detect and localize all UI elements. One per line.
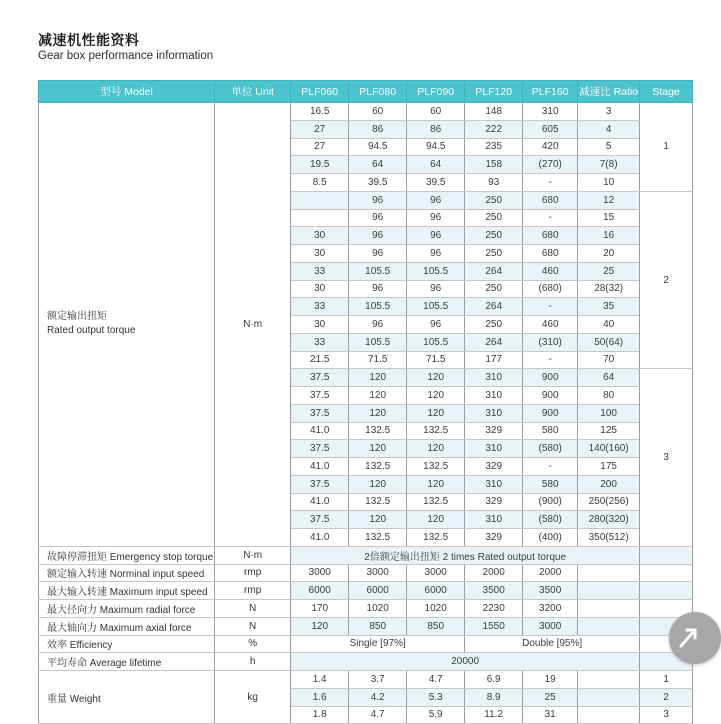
spec-label: 最大轴向力 Maximum axial force: [39, 617, 215, 635]
torque-value-cell: 33: [291, 298, 349, 316]
efficiency-double-cell: Double [95%]: [465, 635, 640, 653]
spec-row: [39, 582, 693, 600]
torque-value-cell: 5: [578, 138, 640, 156]
torque-value-cell: 132.5: [349, 458, 407, 476]
torque-value-cell: 580: [523, 475, 578, 493]
torque-label: [39, 103, 215, 547]
spec-value-cell: 1550: [465, 617, 523, 635]
page-subtitle: Gear box performance information: [38, 50, 214, 62]
torque-value-cell: 460: [523, 262, 578, 280]
torque-label-zh: 额定输出扭矩: [47, 311, 107, 323]
torque-value-cell: 680: [523, 245, 578, 263]
torque-value-cell: 235: [465, 138, 523, 156]
spec-value-cell: 3000: [407, 564, 465, 582]
spec-value-cell: 6000: [407, 582, 465, 600]
weight-value-cell: 5.3: [407, 688, 465, 706]
torque-value-cell: (310): [523, 333, 578, 351]
weight-stage-cell: 1: [640, 671, 693, 689]
torque-value-cell: 96: [407, 316, 465, 334]
spec-unit: h: [215, 653, 291, 671]
torque-value-cell: 50(64): [578, 333, 640, 351]
torque-value-cell: 120: [407, 404, 465, 422]
torque-value-cell: 30: [291, 280, 349, 298]
torque-value-cell: 105.5: [407, 298, 465, 316]
torque-value-cell: 350(512): [578, 529, 640, 547]
spec-value-cell: 3200: [523, 600, 578, 618]
table-header-row: [39, 81, 693, 103]
torque-value-cell: 120: [349, 404, 407, 422]
torque-value-cell: 120: [407, 475, 465, 493]
scroll-top-button[interactable]: [669, 612, 721, 664]
torque-value-cell: 96: [407, 280, 465, 298]
torque-value-cell: 120: [349, 511, 407, 529]
torque-value-cell: 120: [407, 511, 465, 529]
spec-ratio-cell: [578, 564, 640, 582]
spec-value-cell: 3000: [523, 617, 578, 635]
weight-value-cell: 8.9: [465, 688, 523, 706]
torque-value-cell: 264: [465, 262, 523, 280]
torque-value-cell: 86: [407, 120, 465, 138]
torque-value-cell: [291, 209, 349, 227]
torque-value-cell: 96: [349, 245, 407, 263]
spec-value-cell: 6000: [349, 582, 407, 600]
spec-ratio-cell: [578, 600, 640, 618]
torque-value-cell: 460: [523, 316, 578, 334]
spec-unit: N: [215, 617, 291, 635]
torque-value-cell: 105.5: [349, 262, 407, 280]
spec-stage-cell: [640, 582, 693, 600]
spec-ratio-cell: [578, 582, 640, 600]
spec-value-cell: 120: [291, 617, 349, 635]
table-body: [39, 103, 693, 724]
weight-value-cell: 1.4: [291, 671, 349, 689]
performance-table: [38, 80, 693, 724]
torque-value-cell: 37.5: [291, 440, 349, 458]
torque-value-cell: 329: [465, 493, 523, 511]
spec-value-cell: 1020: [407, 600, 465, 618]
torque-value-cell: 605: [523, 120, 578, 138]
torque-value-cell: 41.0: [291, 493, 349, 511]
spec-label: 效率 Efficiency: [39, 635, 215, 653]
torque-value-cell: 41.0: [291, 422, 349, 440]
torque-value-cell: 177: [465, 351, 523, 369]
torque-value-cell: 96: [407, 227, 465, 245]
weight-value-cell: 31: [523, 706, 578, 724]
weight-label: 重量 Weight: [39, 671, 215, 724]
torque-value-cell: (680): [523, 280, 578, 298]
torque-value-cell: 250: [465, 209, 523, 227]
torque-value-cell: 7(8): [578, 156, 640, 174]
torque-unit: N·m: [215, 103, 291, 547]
spec-stage-cell: [640, 564, 693, 582]
torque-value-cell: 250: [465, 227, 523, 245]
torque-value-cell: 96: [349, 316, 407, 334]
spec-value-cell: 2230: [465, 600, 523, 618]
torque-value-cell: 250(256): [578, 493, 640, 511]
spec-value-cell: 3000: [349, 564, 407, 582]
col-header-plf090: PLF090: [407, 81, 465, 103]
torque-value-cell: 16: [578, 227, 640, 245]
torque-value-cell: (400): [523, 529, 578, 547]
torque-value-cell: 125: [578, 422, 640, 440]
torque-value-cell: 20: [578, 245, 640, 263]
torque-value-cell: 132.5: [349, 493, 407, 511]
torque-value-cell: 10: [578, 174, 640, 192]
col-header-ratio: 减速比 Ratio: [578, 81, 640, 103]
torque-value-cell: 37.5: [291, 511, 349, 529]
weight-value-cell: 5.9: [407, 706, 465, 724]
torque-value-cell: 158: [465, 156, 523, 174]
torque-value-cell: 100: [578, 404, 640, 422]
torque-value-cell: 96: [407, 209, 465, 227]
col-header-unit: 单位 Unit: [215, 81, 291, 103]
spec-ratio-cell: [578, 617, 640, 635]
torque-value-cell: 105.5: [407, 333, 465, 351]
spec-row: [39, 653, 693, 671]
spec-value-cell: 850: [407, 617, 465, 635]
torque-value-cell: 310: [465, 369, 523, 387]
torque-value-cell: 60: [407, 103, 465, 121]
torque-value-cell: 329: [465, 458, 523, 476]
torque-value-cell: 120: [407, 440, 465, 458]
spec-unit: rmp: [215, 564, 291, 582]
weight-value-cell: 4.7: [349, 706, 407, 724]
torque-value-cell: -: [523, 209, 578, 227]
spec-stage-cell: [640, 546, 693, 564]
torque-value-cell: 120: [349, 475, 407, 493]
torque-label-en: Rated output torque: [47, 325, 136, 337]
torque-value-cell: 132.5: [349, 422, 407, 440]
torque-value-cell: 250: [465, 245, 523, 263]
torque-value-cell: 250: [465, 280, 523, 298]
torque-value-cell: 132.5: [407, 529, 465, 547]
torque-value-cell: 16.5: [291, 103, 349, 121]
col-header-plf160: PLF160: [523, 81, 578, 103]
torque-value-cell: 94.5: [407, 138, 465, 156]
weight-ratio-cell: [578, 706, 640, 724]
torque-value-cell: -: [523, 298, 578, 316]
torque-value-cell: 250: [465, 191, 523, 209]
torque-value-cell: 28(32): [578, 280, 640, 298]
torque-value-cell: (900): [523, 493, 578, 511]
spec-value-cell: 3000: [291, 564, 349, 582]
torque-row: [39, 103, 693, 121]
torque-value-cell: 60: [349, 103, 407, 121]
torque-value-cell: 310: [465, 387, 523, 405]
weight-value-cell: 4.7: [407, 671, 465, 689]
spec-value-cell: 3500: [523, 582, 578, 600]
col-header-plf120: PLF120: [465, 81, 523, 103]
torque-value-cell: 4: [578, 120, 640, 138]
weight-value-cell: 1.6: [291, 688, 349, 706]
torque-value-cell: 3: [578, 103, 640, 121]
torque-value-cell: 33: [291, 262, 349, 280]
torque-value-cell: 39.5: [407, 174, 465, 192]
torque-value-cell: 27: [291, 120, 349, 138]
spec-label: 平均寿命 Average lifetime: [39, 653, 215, 671]
torque-value-cell: 175: [578, 458, 640, 476]
torque-value-cell: 96: [349, 209, 407, 227]
col-header-plf080: PLF080: [349, 81, 407, 103]
torque-value-cell: 222: [465, 120, 523, 138]
spec-unit: N·m: [215, 546, 291, 564]
torque-value-cell: 71.5: [407, 351, 465, 369]
torque-value-cell: 25: [578, 262, 640, 280]
torque-value-cell: 19.5: [291, 156, 349, 174]
spec-value-cell: 850: [349, 617, 407, 635]
torque-value-cell: 35: [578, 298, 640, 316]
torque-value-cell: 105.5: [349, 298, 407, 316]
torque-value-cell: 680: [523, 227, 578, 245]
torque-value-cell: 132.5: [407, 422, 465, 440]
torque-value-cell: 280(320): [578, 511, 640, 529]
stage-group-cell: 2: [640, 191, 693, 369]
stage-group-cell: 1: [640, 103, 693, 192]
torque-value-cell: 40: [578, 316, 640, 334]
weight-ratio-cell: [578, 671, 640, 689]
torque-value-cell: 120: [407, 387, 465, 405]
weight-value-cell: 6.9: [465, 671, 523, 689]
weight-row: [39, 671, 693, 689]
col-header-plf060: PLF060: [291, 81, 349, 103]
page-title: 减速机性能资料: [38, 32, 140, 48]
torque-value-cell: (580): [523, 440, 578, 458]
torque-value-cell: 120: [349, 440, 407, 458]
weight-value-cell: 11.2: [465, 706, 523, 724]
torque-value-cell: -: [523, 458, 578, 476]
torque-value-cell: 39.5: [349, 174, 407, 192]
spec-value-cell: 6000: [291, 582, 349, 600]
torque-value-cell: (270): [523, 156, 578, 174]
torque-value-cell: 96: [349, 227, 407, 245]
col-header-model: 型号 Model: [39, 81, 215, 103]
torque-value-cell: 12: [578, 191, 640, 209]
torque-value-cell: 132.5: [407, 493, 465, 511]
torque-value-cell: 120: [349, 369, 407, 387]
spec-row: [39, 564, 693, 582]
torque-value-cell: 310: [465, 475, 523, 493]
col-header-stage: Stage: [640, 81, 693, 103]
torque-value-cell: 94.5: [349, 138, 407, 156]
torque-value-cell: 96: [407, 191, 465, 209]
spec-label: 额定输入转速 Norminal input speed: [39, 564, 215, 582]
torque-value-cell: 329: [465, 529, 523, 547]
torque-value-cell: 900: [523, 404, 578, 422]
spec-value-cell: 2000: [465, 564, 523, 582]
weight-value-cell: 19: [523, 671, 578, 689]
torque-value-cell: 105.5: [349, 333, 407, 351]
efficiency-single-cell: Single [97%]: [291, 635, 465, 653]
torque-value-cell: 30: [291, 316, 349, 334]
torque-value-cell: 64: [407, 156, 465, 174]
weight-unit: kg: [215, 671, 291, 724]
torque-value-cell: 140(160): [578, 440, 640, 458]
torque-value-cell: 27: [291, 138, 349, 156]
spec-unit: rmp: [215, 582, 291, 600]
torque-value-cell: 264: [465, 333, 523, 351]
torque-value-cell: 37.5: [291, 369, 349, 387]
torque-value-cell: 132.5: [349, 529, 407, 547]
torque-value-cell: 93: [465, 174, 523, 192]
torque-value-cell: 8.5: [291, 174, 349, 192]
torque-value-cell: 71.5: [349, 351, 407, 369]
torque-value-cell: 37.5: [291, 404, 349, 422]
spec-value-cell: 1020: [349, 600, 407, 618]
weight-value-cell: 1.8: [291, 706, 349, 724]
spec-span-cell: 2倍额定输出扭矩 2 times Rated output torque: [291, 546, 640, 564]
torque-value-cell: 96: [349, 191, 407, 209]
torque-value-cell: 680: [523, 191, 578, 209]
torque-value-cell: 15: [578, 209, 640, 227]
torque-value-cell: 96: [349, 280, 407, 298]
spec-row: [39, 600, 693, 618]
weight-value-cell: 3.7: [349, 671, 407, 689]
stage-group-cell: 3: [640, 369, 693, 547]
spec-value-cell: 2000: [523, 564, 578, 582]
torque-value-cell: [291, 191, 349, 209]
torque-value-cell: 37.5: [291, 387, 349, 405]
weight-ratio-cell: [578, 688, 640, 706]
torque-value-cell: 250: [465, 316, 523, 334]
torque-value-cell: 580: [523, 422, 578, 440]
torque-value-cell: -: [523, 174, 578, 192]
torque-value-cell: 310: [523, 103, 578, 121]
torque-value-cell: 80: [578, 387, 640, 405]
torque-value-cell: 148: [465, 103, 523, 121]
weight-stage-cell: 2: [640, 688, 693, 706]
torque-value-cell: 264: [465, 298, 523, 316]
torque-value-cell: 30: [291, 227, 349, 245]
spec-row: [39, 546, 693, 564]
torque-value-cell: (580): [523, 511, 578, 529]
torque-value-cell: 41.0: [291, 458, 349, 476]
torque-value-cell: 86: [349, 120, 407, 138]
torque-value-cell: 64: [349, 156, 407, 174]
weight-value-cell: 4.2: [349, 688, 407, 706]
torque-value-cell: 900: [523, 387, 578, 405]
spec-label: 故障停滞扭矩 Emergency stop torque: [39, 546, 215, 564]
torque-value-cell: 37.5: [291, 475, 349, 493]
torque-value-cell: -: [523, 351, 578, 369]
torque-value-cell: 21.5: [291, 351, 349, 369]
torque-value-cell: 132.5: [407, 458, 465, 476]
torque-value-cell: 900: [523, 369, 578, 387]
spec-row: [39, 617, 693, 635]
torque-value-cell: 120: [349, 387, 407, 405]
spec-row: [39, 635, 693, 653]
torque-value-cell: 420: [523, 138, 578, 156]
torque-value-cell: 96: [407, 245, 465, 263]
spec-label: 最大径向力 Maximum radial force: [39, 600, 215, 618]
spec-unit: %: [215, 635, 291, 653]
torque-value-cell: 310: [465, 404, 523, 422]
spec-label: 最大输入转速 Maximum input speed: [39, 582, 215, 600]
spec-unit: N: [215, 600, 291, 618]
torque-value-cell: 33: [291, 333, 349, 351]
torque-value-cell: 41.0: [291, 529, 349, 547]
torque-value-cell: 105.5: [407, 262, 465, 280]
weight-stage-cell: 3: [640, 706, 693, 724]
weight-value-cell: 25: [523, 688, 578, 706]
torque-value-cell: 329: [465, 422, 523, 440]
torque-value-cell: 70: [578, 351, 640, 369]
spec-value-cell: 3500: [465, 582, 523, 600]
torque-value-cell: 120: [407, 369, 465, 387]
torque-value-cell: 310: [465, 440, 523, 458]
torque-value-cell: 30: [291, 245, 349, 263]
spec-span-cell: 20000: [291, 653, 640, 671]
torque-value-cell: 310: [465, 511, 523, 529]
spec-value-cell: 170: [291, 600, 349, 618]
torque-value-cell: 64: [578, 369, 640, 387]
torque-value-cell: 200: [578, 475, 640, 493]
